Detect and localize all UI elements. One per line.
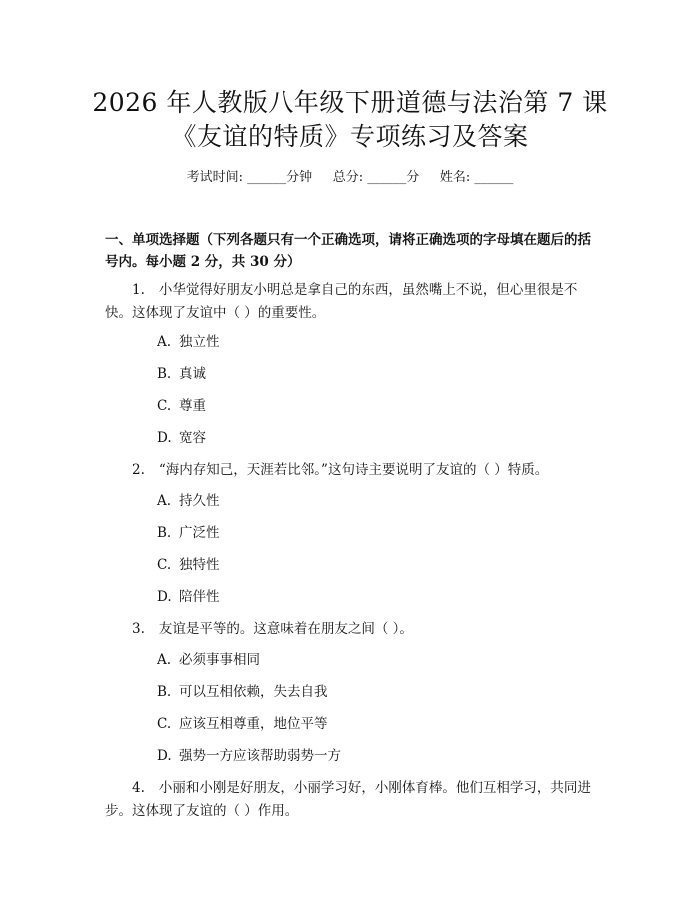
question-text: “海内存知己，天涯若比邻。”这句诗主要说明了友谊的（ ）特质。 bbox=[158, 462, 549, 478]
question-3-option-d bbox=[157, 746, 341, 766]
document-title-line-2: 《友谊的特质》专项练习及答案 bbox=[171, 122, 529, 151]
question-text: 小丽和小刚是好朋友，小丽学习好，小刚体育棒。他们互相学习，共同进步。这体现了友谊的（ ）作用。 bbox=[105, 780, 591, 819]
question-text: 友谊是平等的。这意味着在朋友之间（ ）。 bbox=[158, 621, 413, 637]
question-1-option-c bbox=[157, 396, 206, 416]
option-text: 真诚 bbox=[179, 366, 206, 382]
option-letter: C. bbox=[157, 398, 172, 414]
option-text: 应该互相尊重，地位平等 bbox=[179, 716, 328, 732]
question-3-option-a bbox=[157, 650, 260, 670]
option-text: 独特性 bbox=[179, 557, 220, 573]
question-2 bbox=[105, 459, 600, 482]
question-1-option-d bbox=[157, 428, 206, 448]
option-text: 宽容 bbox=[179, 430, 206, 446]
option-letter: A. bbox=[157, 652, 172, 668]
question-3 bbox=[105, 618, 600, 641]
question-number: 2. bbox=[132, 462, 145, 478]
question-1-option-a bbox=[157, 332, 220, 352]
option-text: 持久性 bbox=[179, 493, 220, 509]
question-2-option-a bbox=[157, 491, 220, 511]
option-letter: D. bbox=[157, 748, 172, 764]
question-2-option-c bbox=[157, 555, 220, 575]
document-title-line-1: 2026 年人教版八年级下册道德与法治第 7 课 bbox=[92, 88, 608, 117]
question-3-option-b bbox=[157, 682, 328, 702]
option-text: 独立性 bbox=[179, 334, 220, 350]
exam-info: 考试时间: ______分钟 总分: ______分 姓名: ______ bbox=[186, 170, 514, 185]
option-letter: A. bbox=[157, 493, 172, 509]
question-4 bbox=[105, 777, 600, 823]
option-letter: B. bbox=[157, 684, 172, 700]
option-letter: D. bbox=[157, 589, 172, 605]
option-letter: D. bbox=[157, 430, 172, 446]
option-text: 陪伴性 bbox=[179, 589, 220, 605]
option-text: 广泛性 bbox=[179, 525, 220, 541]
question-number: 4. bbox=[132, 780, 145, 796]
option-letter: B. bbox=[157, 525, 172, 541]
option-letter: C. bbox=[157, 557, 172, 573]
question-1 bbox=[105, 279, 600, 325]
question-number: 3. bbox=[132, 621, 145, 637]
question-3-option-c bbox=[157, 714, 328, 734]
option-text: 尊重 bbox=[179, 398, 206, 414]
option-letter: C. bbox=[157, 716, 172, 732]
section-heading: 一、单项选择题（下列各题只有一个正确选项，请将正确选项的字母填在题后的括号内。每小题 2 分，共 30 分） bbox=[105, 232, 591, 270]
option-letter: A. bbox=[157, 334, 172, 350]
option-text: 强势一方应该帮助弱势一方 bbox=[179, 748, 341, 764]
question-2-option-d bbox=[157, 587, 220, 607]
option-text: 必须事事相同 bbox=[179, 652, 260, 668]
question-text: 小华觉得好朋友小明总是拿自己的东西，虽然嘴上不说，但心里很是不快。这体现了友谊中（ ）的重要性。 bbox=[105, 282, 578, 321]
option-text: 可以互相依赖，失去自我 bbox=[179, 684, 328, 700]
question-2-option-b bbox=[157, 523, 220, 543]
question-number: 1. bbox=[132, 282, 145, 298]
question-1-option-b bbox=[157, 364, 206, 384]
option-letter: B. bbox=[157, 366, 172, 382]
